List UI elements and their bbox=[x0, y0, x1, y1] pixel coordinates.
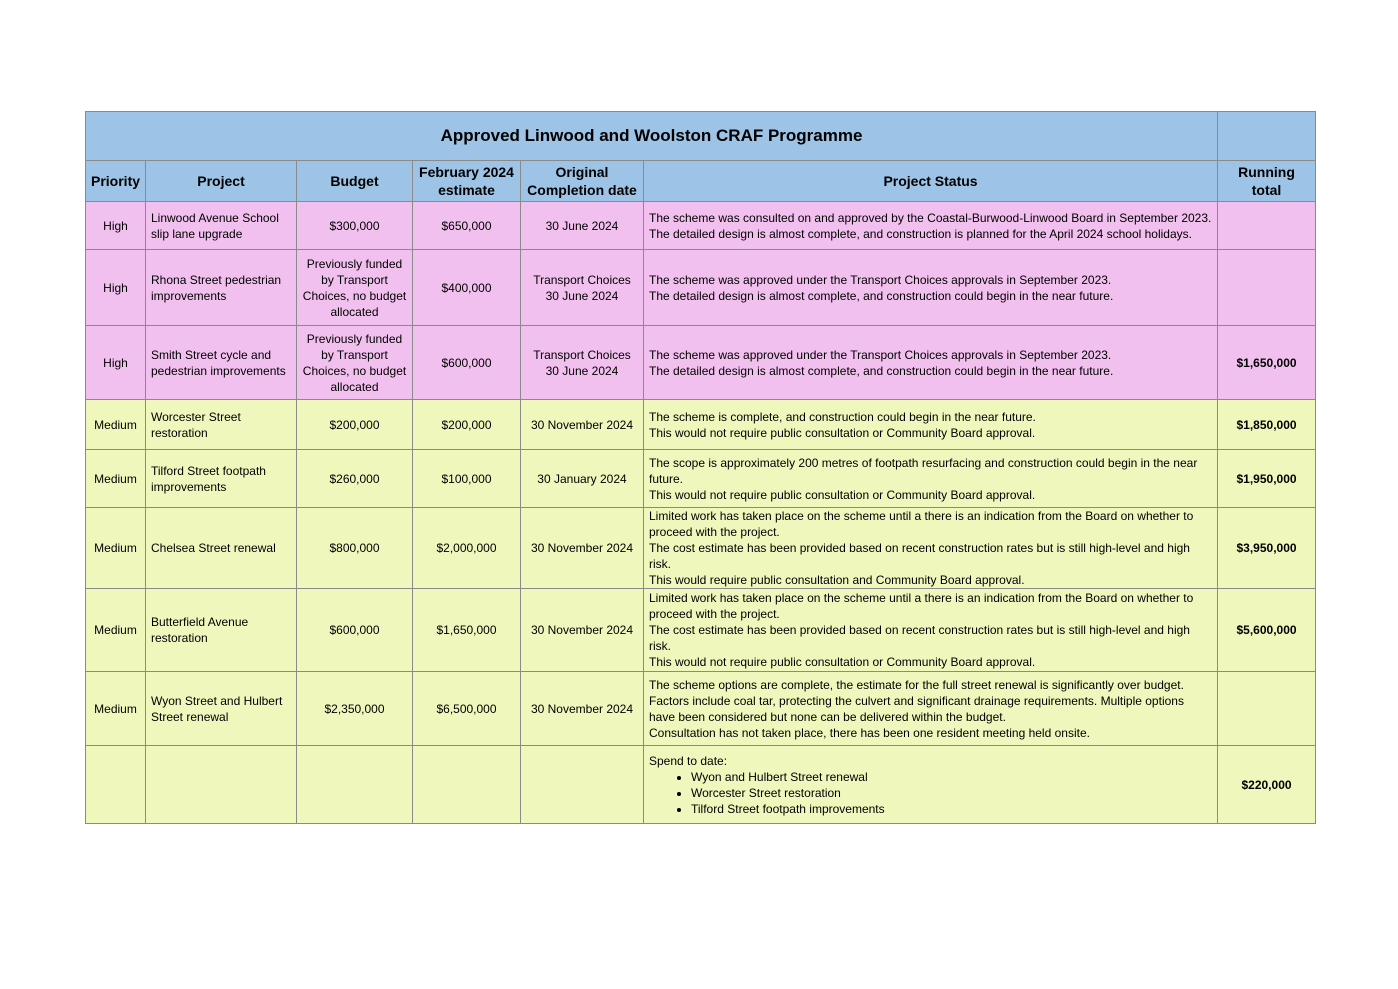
estimate-cell: $200,000 bbox=[413, 400, 521, 450]
status-line: The detailed design is almost complete, and construction could begin in the near future. bbox=[649, 288, 1114, 303]
priority-cell: Medium bbox=[86, 508, 146, 589]
status-line: This would not require public consultation or Community Board approval. bbox=[649, 487, 1036, 502]
budget-cell: $300,000 bbox=[297, 202, 413, 250]
title-spacer-cell bbox=[1218, 112, 1316, 161]
status-line: The scheme was consulted on and approved by the Coastal-Burwood-Linwood Board in September 2023. bbox=[649, 210, 1212, 225]
table-row bbox=[86, 202, 1316, 250]
completion-cell: 30 November 2024 bbox=[521, 672, 644, 746]
header-budget: Budget bbox=[297, 161, 413, 202]
running-total-cell bbox=[1218, 250, 1316, 326]
status-line: Limited work has taken place on the scheme until a there is an indication from the Board on whether to proceed with the project. bbox=[649, 509, 1194, 539]
header-project: Project bbox=[146, 161, 297, 202]
spend-item: • Worcester Street restoration bbox=[691, 785, 1212, 801]
running-total-cell bbox=[1218, 672, 1316, 746]
header-priority: Priority bbox=[86, 161, 146, 202]
spend-list bbox=[649, 769, 1212, 817]
status-line: The cost estimate has been provided based on recent construction rates but is still high-level and high risk. bbox=[649, 623, 1190, 653]
status-cell bbox=[644, 202, 1218, 250]
budget-cell: $200,000 bbox=[297, 400, 413, 450]
craf-programme-table bbox=[85, 111, 1316, 824]
priority-cell: High bbox=[86, 326, 146, 400]
estimate-cell: $1,650,000 bbox=[413, 589, 521, 672]
completion-cell: 30 January 2024 bbox=[521, 450, 644, 508]
table-row bbox=[86, 508, 1316, 589]
project-cell: Tilford Street footpath improvements bbox=[146, 450, 297, 508]
running-total-cell: $1,950,000 bbox=[1218, 450, 1316, 508]
project-cell: Chelsea Street renewal bbox=[146, 508, 297, 589]
status-cell bbox=[644, 250, 1218, 326]
status-cell bbox=[644, 672, 1218, 746]
header-completion: Original Completion date bbox=[521, 161, 644, 202]
status-cell bbox=[644, 326, 1218, 400]
status-line: The scheme options are complete, the estimate for the full street renewal is significantly over budget. bbox=[649, 677, 1184, 692]
status-line: This would require public consultation and Community Board approval. bbox=[649, 573, 1025, 587]
estimate-cell: $650,000 bbox=[413, 202, 521, 250]
completion-cell: 30 November 2024 bbox=[521, 400, 644, 450]
budget-cell: $2,350,000 bbox=[297, 672, 413, 746]
status-line: Factors include coal tar, protecting the culvert and significant drainage requirements. Multiple options have been considered but none can be delivered within the budget. bbox=[649, 693, 1184, 724]
running-total-cell bbox=[1218, 202, 1316, 250]
estimate-cell: $6,500,000 bbox=[413, 672, 521, 746]
project-cell: Butterfield Avenue restoration bbox=[146, 589, 297, 672]
completion-cell: 30 November 2024 bbox=[521, 508, 644, 589]
status-line: The detailed design is almost complete, and construction is planned for the April 2024 school holidays. bbox=[649, 226, 1192, 241]
budget-cell: $600,000 bbox=[297, 589, 413, 672]
status-line: The scheme was approved under the Transport Choices approvals in September 2023. bbox=[649, 347, 1112, 362]
running-total-cell: $1,850,000 bbox=[1218, 400, 1316, 450]
completion-cell: Transport Choices 30 June 2024 bbox=[521, 250, 644, 326]
header-status: Project Status bbox=[644, 161, 1218, 202]
status-cell bbox=[644, 400, 1218, 450]
budget-cell: $800,000 bbox=[297, 508, 413, 589]
spend-to-date-cell bbox=[644, 746, 1218, 824]
status-line: The cost estimate has been provided based on recent construction rates but is still high-level and high risk. bbox=[649, 541, 1190, 571]
table-title: Approved Linwood and Woolston CRAF Programme bbox=[86, 112, 1218, 161]
priority-cell: High bbox=[86, 202, 146, 250]
table-row bbox=[86, 326, 1316, 400]
priority-cell: Medium bbox=[86, 450, 146, 508]
priority-cell: Medium bbox=[86, 672, 146, 746]
estimate-cell: $400,000 bbox=[413, 250, 521, 326]
priority-cell: Medium bbox=[86, 400, 146, 450]
project-cell: Smith Street cycle and pedestrian improvements bbox=[146, 326, 297, 400]
running-total-cell: $3,950,000 bbox=[1218, 508, 1316, 589]
status-line: This would not require public consultation or Community Board approval. bbox=[649, 425, 1036, 440]
completion-cell: Transport Choices 30 June 2024 bbox=[521, 326, 644, 400]
status-line: Limited work has taken place on the scheme until a there is an indication from the Board on whether to proceed with the project. bbox=[649, 591, 1194, 621]
estimate-cell: $600,000 bbox=[413, 326, 521, 400]
spend-item: • Wyon and Hulbert Street renewal bbox=[691, 769, 1212, 785]
spend-item: • Tilford Street footpath improvements bbox=[691, 801, 1212, 817]
status-line: This would not require public consultation or Community Board approval. bbox=[649, 655, 1036, 669]
status-line: The scheme is complete, and construction could begin in the near future. bbox=[649, 409, 1036, 424]
budget-cell: Previously funded by Transport Choices, no budget allocated bbox=[297, 326, 413, 400]
status-cell bbox=[644, 450, 1218, 508]
project-cell: Worcester Street restoration bbox=[146, 400, 297, 450]
budget-cell: Previously funded by Transport Choices, no budget allocated bbox=[297, 250, 413, 326]
running-total-cell: $5,600,000 bbox=[1218, 589, 1316, 672]
status-cell bbox=[644, 589, 1218, 672]
budget-cell: $260,000 bbox=[297, 450, 413, 508]
header-estimate: February 2024 estimate bbox=[413, 161, 521, 202]
estimate-cell: $2,000,000 bbox=[413, 508, 521, 589]
project-cell: Wyon Street and Hulbert Street renewal bbox=[146, 672, 297, 746]
status-line: Consultation has not taken place, there has been one resident meeting held onsite. bbox=[649, 725, 1090, 740]
priority-cell: Medium bbox=[86, 589, 146, 672]
project-cell: Rhona Street pedestrian improvements bbox=[146, 250, 297, 326]
spend-to-date-label: Spend to date: bbox=[649, 753, 728, 768]
status-line: The detailed design is almost complete, and construction could begin in the near future. bbox=[649, 363, 1114, 378]
table-row bbox=[86, 400, 1316, 450]
table-row bbox=[86, 672, 1316, 746]
spend-total: $220,000 bbox=[1218, 746, 1316, 824]
spend-to-date-row bbox=[86, 746, 1316, 824]
status-cell bbox=[644, 508, 1218, 589]
status-line: The scheme was approved under the Transport Choices approvals in September 2023. bbox=[649, 272, 1112, 287]
completion-cell: 30 November 2024 bbox=[521, 589, 644, 672]
status-line: The scope is approximately 200 metres of footpath resurfacing and construction could begin in the near future. bbox=[649, 455, 1198, 486]
completion-cell: 30 June 2024 bbox=[521, 202, 644, 250]
table-row bbox=[86, 250, 1316, 326]
header-running-total: Running total bbox=[1218, 161, 1316, 202]
table-row bbox=[86, 450, 1316, 508]
table-row bbox=[86, 589, 1316, 672]
running-total-cell: $1,650,000 bbox=[1218, 326, 1316, 400]
priority-cell: High bbox=[86, 250, 146, 326]
estimate-cell: $100,000 bbox=[413, 450, 521, 508]
project-cell: Linwood Avenue School slip lane upgrade bbox=[146, 202, 297, 250]
